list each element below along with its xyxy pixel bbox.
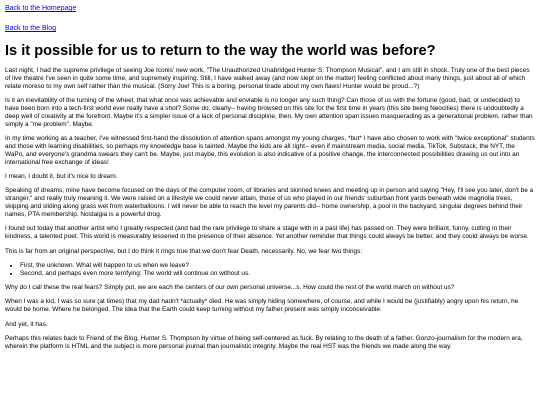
article-paragraph: Last night, I had the supreme privilege of seeing Joe Iconis' new work, "The Unauthorized Unabridged Hunter S. Thompson Musical", and I am still in shock. Truly one of the best pieces of live theatre I've seen in quite some time, and supremely inspiring. Still, I have walked away (and now slept on the matter) feeling conflicted about many things, just about all of which relate moreso to my own self rather than the musical. (Sorry Joe! This is a boring, personal tirade about my own flaws! Hunter would be proud...?) — [5, 67, 530, 90]
article-paragraph: Is it an inevitability of the turning of the wheel, that what once was achievable and enviable is no longer any such thing? Can those of us with the fortune (good, bad, or undecided) to have been born into a tech-first world ever really have a shot? Some do, clearly-- having browsed on this site for the first time in years (this site being Neocities) there is undoubtedly a deep well of creativity at the forefront. Maybe it's a simpler issue of a lack of personal discipline, then. My own attention span issues masquerading as a generational problem, rather than simply a "me problem". Maybe. — [5, 97, 533, 128]
article-paragraph: Perhaps this relates back to Friend of the Blog, Hunter S. Thompson by virtue of being self-centered as fuck. By relating to the death of a father. Gonzo-journalism for the modern era, wherein the platform is HTML and the subject is more personal journal than journalistic integrity. Maybe the real HST was the friends we made along the way. — [5, 334, 523, 350]
back-to-homepage-link[interactable]: Back to the Homepage — [5, 5, 77, 12]
article-paragraph: When I was a kid, I was so sure (at times) that my dad hadn't *actually* died. He was simply hiding somewhere, of course, and while I would be (justifiably) angry upon his return, he would be home. Where he belonged. The idea that the Earth could keep turning without my father present was simply inconceivable. — [5, 298, 519, 314]
article-paragraph: Speaking of dreams; mine have become focused on the days of the computer room, of libraries and skinned knees and meeting up in person and saying "Hey, I'll see you later, don't be a stranger," and really truly meaning it. We were raised on a lifestyle we could never attain, those of us who played in our friends' suburban front yards beneath wide magnolia trees, skipping and sliding along grass wet from waterballoons. I will never be able to reach the level my parents did-- home ownership, a pool in the backyard, singular degrees behind their names, PTA membership. Nostalgia is a powerful drug. — [5, 187, 534, 219]
article-paragraph: I mean, I doubt it, but it's nice to dream. — [5, 173, 118, 181]
fears-list — [5, 262, 535, 278]
article-paragraph: Why do I call these the real fears? Simply put, we are each the centers of our own personal universe...s. How could the rest of the world march on without us? — [5, 284, 455, 292]
article-paragraph: And yet, it has. — [5, 320, 48, 328]
article-paragraph: In my time working as a teacher, I've witnessed first-hand the dissolution of attention spans amongst my young charges, *but* I have also chosen to work with "twice exceptional" students and those with learning disabilities, so perhaps my knowledge base is tainted. Maybe the kids are all right-- even if mainstream media, social media, TikTok, Substack, the NYT, the WaPo, and everyone's grandma swears they can't be. Maybe, just maybe, this evolution is also indicative of a positive change, the interconnected possibilities drawing us out into an international free exchange of ideas! — [5, 135, 535, 166]
article-title: Is it possible for us to return to the way the world was before? — [5, 43, 436, 59]
article-paragraph: I found out today that another artist who I greatly respected (and had the rare privilege to share a stage with in a past life) has passed on. They were brilliant, funny, cutting in their kindness, a talented poet. This world is measurably lessened in the presence of their absence. Yet another reminder that things could always be better, and they could always be worse. — [5, 225, 529, 241]
list-item: • Second, and perhaps even more terrifying: The world will continue on without us. — [20, 270, 535, 278]
back-to-blog-link[interactable]: Back to the Blog — [5, 25, 56, 32]
article-paragraph: This is far from an original perspective, but I do think it rings true that we don't fear Death, necessarily. No, we fear two things: — [5, 247, 363, 255]
list-item: • First, the unknown. What will happen to us when we leave? — [20, 262, 535, 270]
